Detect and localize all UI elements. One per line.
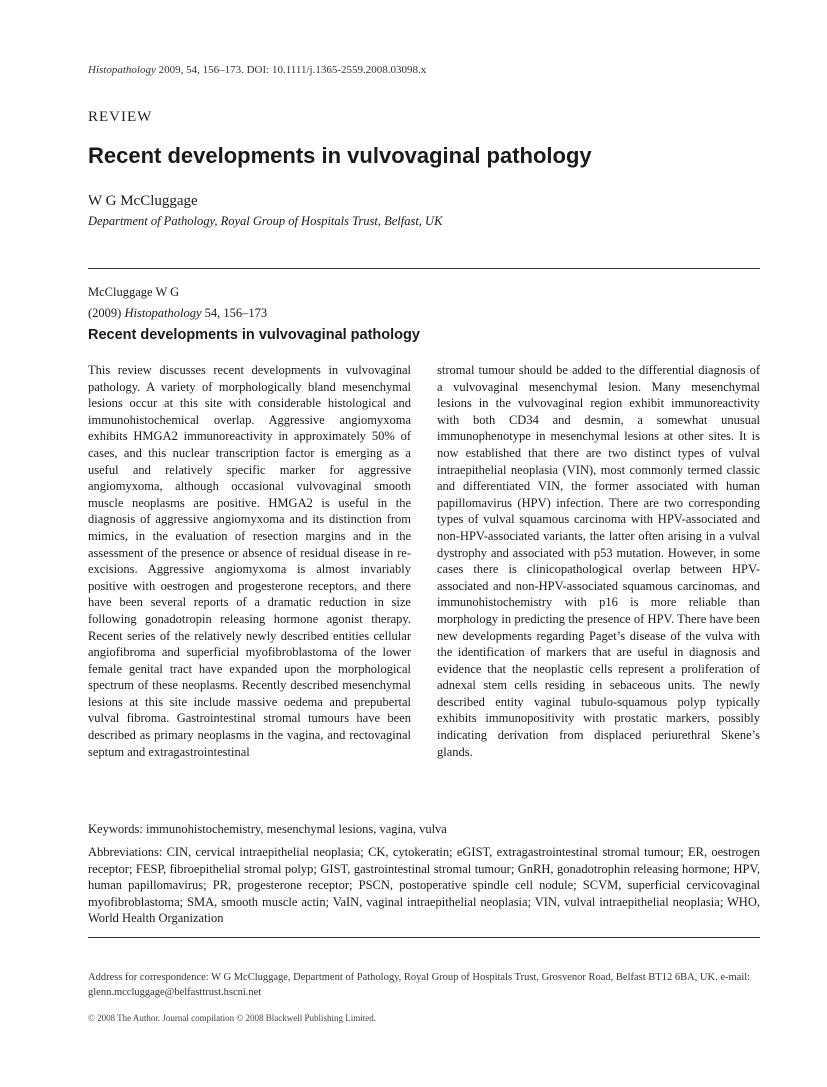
abstract-cite-year: (2009) — [88, 306, 125, 320]
abstract-column-left: This review discusses recent developments in vulvovaginal pathology. A variety of morphologically bland mesenchymal lesions occur at this site with considerable histological and immunohistochemical overlap. Aggressive angiomyxoma exhibits HMGA2 immunoreactivity in approximately 50% of cases, and this nuclear transcription factor is emerging as a useful and relatively specific marker for aggressive angiomyxoma, although occasional vulvovaginal smooth muscle neoplasms are positive. HMGA2 is useful in the diagnosis of aggressive angiomyxoma and its distinction from mimics, in the evaluation of resection margins and in the assessment of the presence or absence of residual disease in re-excisions. Aggressive angiomyxoma is almost invariably positive with oestrogen and progesterone receptors, and there have been several reports of a dramatic reduction in size following gonadotropin releasing hormone agonist therapy. Recent series of the relatively newly described entities cellular angiofibroma and superficial myofibroblastoma of the lower female genital tract have expanded upon the morphological spectrum of these neoplasms. Recently described mesenchymal lesions at this site include massive oedema and prepubertal vulval fibroma. Gastrointestinal stromal tumours have been described as primary neoplasms in the vagina, and rectovaginal septum and extragastrointestinal — [88, 363, 411, 759]
divider-top — [88, 268, 760, 269]
abbreviations: Abbreviations: CIN, cervical intraepithelial neoplasia; CK, cytokeratin; eGIST, extragastrointestinal stromal tumour; ER, oestrogen receptor; FESP, fibroepithelial stromal polyp; GIST, gastrointestinal stromal tumour; GnRH, gonadotrophin releasing hormone; HPV, human papillomavirus; PR, progesterone receptor; PSCN, postoperative spindle cell nodule; SCVM, superficial cervicovaginal myofibroblastoma; SMA, smooth muscle actin; VaIN, vaginal intraepithelial neoplasia; VIN, vulval intraepithelial neoplasia; WHO, World Health Organization — [88, 845, 760, 926]
copyright-notice: © 2008 The Author. Journal compilation © 2008 Blackwell Publishing Limited. — [88, 1013, 376, 1023]
article-title: Recent developments in vulvovaginal pathology — [88, 143, 592, 168]
divider-bottom — [88, 937, 760, 938]
correspondence-address: Address for correspondence: W G McCluggage, Department of Pathology, Royal Group of Hospitals Trust, Grosvenor Road, Belfast BT12 6BA, UK. e-mail: glenn.mccluggage@belfasttrust.hscni.net — [88, 972, 751, 998]
abstract-title: Recent developments in vulvovaginal pathology — [88, 327, 420, 343]
section-label: REVIEW — [88, 109, 153, 125]
abstract-column-right: stromal tumour should be added to the differential diagnosis of a vulvovaginal mesenchymal lesion. Many mesenchymal lesions in the vulvovaginal region exhibit immunoreactivity with both CD34 and desmin, a somewhat unusual immunophenotype in mesenchymal lesions at other sites. It is now established that there are two distinct types of vulval intraepithelial neoplasia (VIN), most commonly termed classic and differentiated VIN, the former associated with human papillomavirus (HPV) infection. There are two corresponding types of vulval squamous carcinoma with HPV-associated and non-HPV-associated variants, the latter often arising in a vulval dystrophy and associated with p53 mutation. However, in some cases there is clinicopathological overlap between HPV-associated and non-HPV-associated squamous carcinomas, and immunohistochemistry with p16 is more reliable than morphology in predicting the presence of HPV. There have been new developments regarding Paget’s disease of the vulva with the identification of markers that are useful in diagnosis and evidence that the neoplastic cells represent a proliferation of adnexal stem cells residing in sebaceous units. The newly described entity vaginal tubulo-squamous polyp typically exhibits immunopositivity with prostatic markers, possibly indicating derivation from displaced periurethral Skene’s glands. — [437, 363, 760, 759]
abstract-cite-rest: 54, 156–173 — [201, 306, 268, 320]
journal-name: Histopathology — [88, 64, 156, 76]
abstract-cite-journal: Histopathology — [124, 306, 202, 320]
abstract-author: McCluggage W G — [88, 285, 180, 299]
keywords: Keywords: immunohistochemistry, mesenchymal lesions, vagina, vulva — [88, 822, 447, 836]
abstract-citation — [88, 306, 267, 321]
author-affiliation: Department of Pathology, Royal Group of Hospitals Trust, Belfast, UK — [88, 214, 443, 228]
author-name: W G McCluggage — [88, 193, 198, 209]
citation-details: 2009, 54, 156–173. DOI: 10.1111/j.1365-2559.2008.03098.x — [155, 64, 427, 76]
journal-citation — [88, 64, 426, 76]
